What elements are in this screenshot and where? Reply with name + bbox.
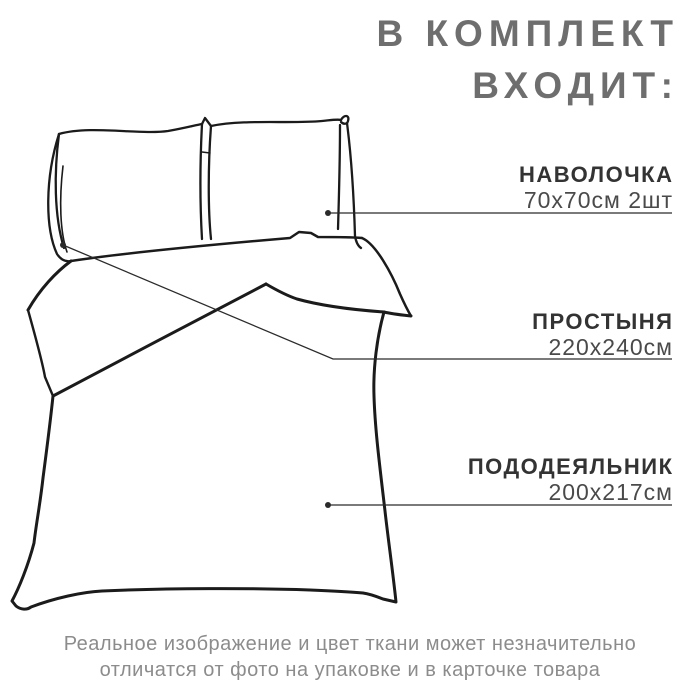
callout-duvet — [292, 454, 672, 505]
disclaimer-note — [0, 631, 700, 683]
pillowcase-name: НАВОЛОЧКА — [518, 162, 674, 187]
pillowcase-size: 70х70см 2шт — [523, 187, 673, 213]
page-title — [376, 8, 679, 112]
duvet-size: 200х217см — [548, 479, 673, 505]
callout-sheet — [292, 309, 672, 360]
callout-pillowcase — [292, 162, 672, 213]
sheet-drawing — [71, 232, 411, 316]
disclaimer-line2: отличатся от фото на упаковке и в карточке товара — [99, 659, 601, 681]
sheet-name: ПРОСТЫНЯ — [532, 309, 674, 334]
page-title-line1: В КОМПЛЕКТ — [376, 13, 679, 54]
disclaimer-line1: Реальное изображение и цвет ткани может незначительно — [63, 633, 637, 655]
sheet-size: 220х240см — [548, 334, 673, 360]
page-title-line2: ВХОДИТ: — [472, 65, 679, 106]
duvet-name: ПОДОДЕЯЛЬНИК — [467, 454, 674, 479]
